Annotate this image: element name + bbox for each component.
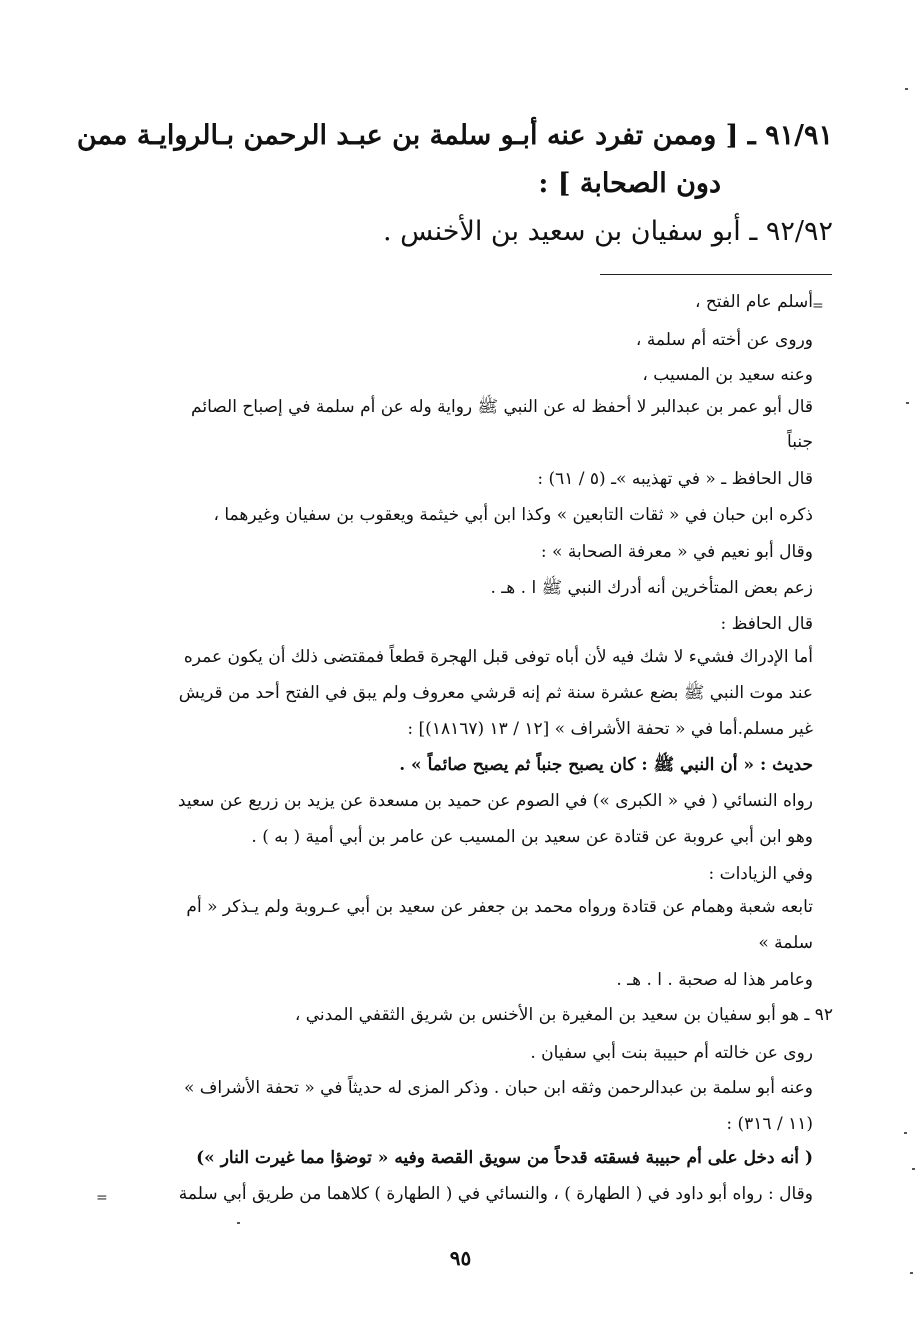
footnote-line: عند موت النبي ﷺ بضع عشرة سنة ثم إنه قرشي معروف ولم يبق في الفتح أحد من قريش bbox=[178, 683, 813, 703]
footnote-line: قال الحافظ ـ « في تهذيبه »ـ (٥ / ٦١) : bbox=[537, 469, 813, 489]
hadith-text: ( أنه دخل على أم حبيبة فسقته قدحاً من سويق القصة وفيه « توضؤا مما غيرت النار ») bbox=[196, 1148, 813, 1168]
footnote-line: وهو ابن أبي عروبة عن قتادة عن سعيد بن المسيب عن عامر بن أبي أمية ( به ) . bbox=[251, 827, 813, 847]
footnote-line: وعامر هذا له صحبة . ا . هـ . bbox=[616, 970, 813, 990]
scan-speck bbox=[906, 402, 909, 404]
footnote-line: زعم بعض المتأخرين أنه أدرك النبي ﷺ ا . هـ . bbox=[490, 578, 813, 598]
scan-speck bbox=[905, 88, 908, 90]
heading-line-91: ٩١/٩١ ـ [ وممن تفرد عنه أبـو سلمة بن عبـد الرحمن بـالروايـة ممن bbox=[76, 120, 833, 151]
scan-speck bbox=[904, 1132, 907, 1134]
footnote-line: وفي الزيادات : bbox=[708, 864, 813, 884]
footnote-line: رواه النسائي ( في « الكبرى ») في الصوم عن حميد بن مسعدة عن يزيد بن زريع عن سعيد bbox=[177, 791, 813, 811]
footnote-line: أما الإدراك فشيء لا شك فيه لأن أباه توفى قبل الهجرة قطعاً فمقتضى ذلك أن يكون عمره bbox=[183, 647, 813, 667]
footnote-line: جنباً bbox=[787, 432, 813, 452]
footnote-line: تابعه شعبة وهمام عن قتادة ورواه محمد بن جعفر عن سعيد بن أبي عـروبة ولم يـذكر « أم bbox=[186, 897, 813, 917]
continuation-end-mark: = bbox=[96, 1190, 108, 1206]
footnote-line: سلمة » bbox=[758, 933, 813, 953]
footnote-line: وعنه سعيد بن المسيب ، bbox=[642, 365, 813, 385]
footnote-line: وروى عن أخته أم سلمة ، bbox=[635, 330, 813, 350]
footnote-separator bbox=[600, 274, 832, 275]
footnote-line: أسلم عام الفتح ، bbox=[694, 292, 813, 312]
footnote-line: وقال أبو نعيم في « معرفة الصحابة » : bbox=[540, 542, 813, 562]
scan-speck bbox=[912, 1168, 915, 1170]
footnote-line: قال الحافظ : bbox=[720, 614, 813, 634]
footnote-line: وقال : رواه أبو داود في ( الطهارة ) ، والنسائي في ( الطهارة ) كلاهما من طريق أبي سلمة bbox=[178, 1184, 813, 1204]
footnote-line: وعنه أبو سلمة بن عبدالرحمن وثقه ابن حبان . وذكر المزى له حديثاً في « تحفة الأشراف » bbox=[183, 1078, 813, 1098]
footnote-line: (١١ / ٣١٦) : bbox=[726, 1114, 813, 1134]
footnote-line: غير مسلم.أما في « تحفة الأشراف » [١٢ / ١٣ (١٨١٦٧)] : bbox=[407, 719, 813, 739]
continuation-mark: = bbox=[812, 298, 824, 314]
footnote-92-start: ٩٢ ـ هو أبو سفيان بن سعيد بن المغيرة بن الأخنس بن شريق الثقفي المدني ، bbox=[294, 1005, 833, 1025]
scan-speck bbox=[910, 1272, 913, 1274]
hadith-text: حديث : « أن النبي ﷺ : كان يصبح جنباً ثم يصبح صائماً » . bbox=[399, 755, 813, 775]
footnote-line: روى عن خالته أم حبيبة بنت أبي سفيان . bbox=[530, 1043, 813, 1063]
page-number: ٩٥ bbox=[449, 1246, 472, 1270]
heading-line-92: ٩٢/٩٢ ـ أبو سفيان بن سعيد بن الأخنس . bbox=[383, 216, 833, 247]
heading-line-91-continued: دون الصحابة ] : bbox=[538, 168, 721, 199]
footnote-line: قال أبو عمر بن عبدالبر لا أحفظ له عن النبي ﷺ رواية وله عن أم سلمة في إصباح الصائم bbox=[191, 397, 813, 417]
scan-speck bbox=[237, 1222, 240, 1224]
footnote-line: ذكره ابن حبان في « ثقات التابعين » وكذا ابن أبي خيثمة ويعقوب بن سفيان وغيرهما ، bbox=[213, 505, 813, 525]
